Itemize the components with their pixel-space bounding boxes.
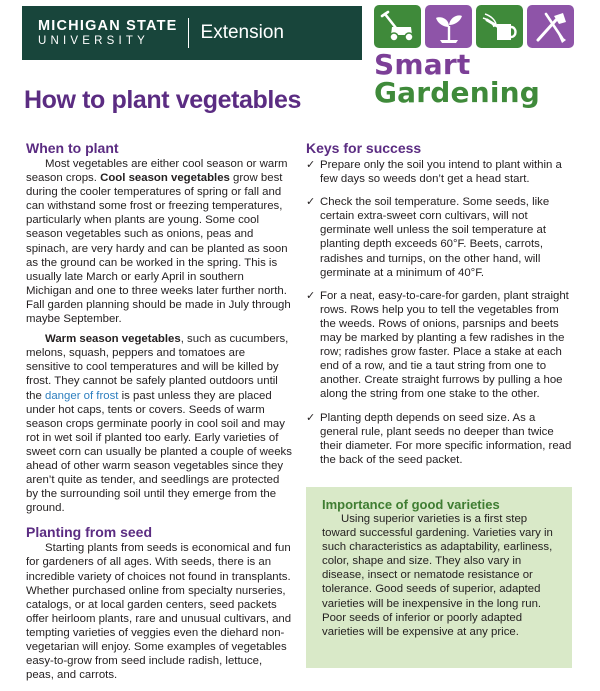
right-column [306, 140, 572, 476]
planting-from-seed-paragraph: Starting plants from seeds is economical and fun for gardeners of all ages. With seeds, there is an incredible variety of choices not found in transplants. Whether purchased online from specialty nurseries, catalogs, or at local garden centers, seed packets offer heirloom plants, rare and unusual cultivars, and tempting varieties of veggies even the diehard non-vegetarian will enjoy. Some examples of vegetables easy-to-grow from seed include radish, lettuce, peas, and carrots. [26, 542, 292, 682]
left-column [26, 140, 292, 682]
good-varieties-callout [306, 487, 572, 668]
planting-from-seed-heading: Planting from seed [26, 524, 153, 541]
checkmark-icon: ✓ [306, 159, 316, 171]
text-span: is past unless they are placed under hot caps, tents or covers. Seeds of warm season crops germinate poorly in cool soil and may rot in wet soil if planted too early. Early varieties of sweet corn can usually be planted a couple of weeks ahead of other warm season vegetables since they aren’t quite as tender, and seedlings are protected by the surrounding soil until they emerge from the ground. [26, 389, 292, 515]
list-item-text: Planting depth depends on seed size. As a general rule, plant seeds no deeper than twice their diameter. For more specific information, read the back of the seed packet. [320, 411, 572, 466]
checkmark-icon: ✓ [306, 196, 316, 209]
text-span: Most vegetables are either cool season or warm season crops. [26, 158, 288, 185]
when-to-plant-heading: When to plant [26, 140, 119, 156]
msu-wordmark [22, 19, 178, 47]
checkmark-icon: ✓ [306, 289, 316, 302]
text-span: grow best during the cooler temperatures of spring or fall and can withstand some frost or freezing temperatures, particularly when plants are young. Some cool season vegetables such as onions, peas and spinach, are very hardy and can be planted as soon as the ground can be worked in the spring. This is usually late March or early April in southern Michigan and one to three weeks later further north. Fall garden planning should be made in July through maybe September. [26, 172, 291, 326]
list-item [306, 411, 572, 467]
msu-extension-banner [22, 6, 362, 60]
brand-gardening: Gardening [374, 76, 541, 109]
list-item-text: Prepare only the soil you intend to plant within a few days so weeds don’t get a head start. [320, 159, 562, 186]
list-item-text: For a neat, easy-to-care-for garden, plant straight rows. Rows help you to tell the vegetables from the weeds. Rows of onions, parsnips and beets may be marked by planting a few radishes in the row; radishes grow faster. Place a stake at each end of a row, and tie a taut string from one to another. Create straight furrows by pulling a hoe along the string from one stake to the other. [320, 289, 569, 401]
list-item [306, 289, 572, 402]
brand-smart: Smart [374, 48, 471, 81]
banner-divider [188, 18, 189, 48]
text-span: , such as cucumbers, melons, squash, peppers and tomatoes are sensitive to cool temperatures and will be killed by frost. They cannot be safely planted outdoors until the [26, 333, 289, 402]
when-to-plant-paragraph-1 [26, 157, 292, 326]
good-varieties-paragraph: Using superior varieties is a first step toward successful gardening. Varieties vary in such characteristics as adaptability, earliness, color, shape and size. They also vary in disease, insect or nematode resistance or tolerance. Good seeds of superior, adapted varieties will be inexpensive in the long run. Poor seeds of inferior or poorly adapted varieties will be expensive at any price. [322, 513, 553, 638]
page-title: How to plant vegetables [24, 86, 301, 114]
keys-for-success-heading: Keys for success [306, 140, 422, 156]
danger-of-frost-link[interactable]: danger of frost [45, 389, 119, 402]
seedling-icon [425, 5, 472, 48]
keys-list [306, 158, 572, 467]
lawn-mower-icon [374, 5, 421, 48]
good-varieties-heading: Importance of good varieties [322, 497, 500, 512]
watering-can-icon [476, 5, 523, 48]
when-to-plant-paragraph-2 [26, 332, 292, 515]
bold-term: Cool season vegetables [100, 172, 230, 185]
extension-label: Extension [200, 22, 284, 43]
msu-wordmark-line2: UNIVERSITY [38, 34, 150, 47]
smart-gardening-icons [374, 5, 574, 48]
msu-wordmark-line1: MICHIGAN STATE [38, 18, 178, 34]
list-item-text: Check the soil temperature. Some seeds, like certain extra-sweet corn cultivars, will not germinate well unless the soil temperature at planting depth exceeds 60°F. Beets, carrots, radishes and turnips, on the other hand, will germinate at a minimum of 40°F. [320, 196, 550, 279]
list-item [306, 195, 572, 280]
smart-gardening-logo [374, 48, 600, 109]
bold-term: Warm season vegetables [45, 333, 181, 346]
garden-tools-icon [527, 5, 574, 48]
list-item [306, 158, 572, 186]
checkmark-icon: ✓ [306, 411, 316, 424]
